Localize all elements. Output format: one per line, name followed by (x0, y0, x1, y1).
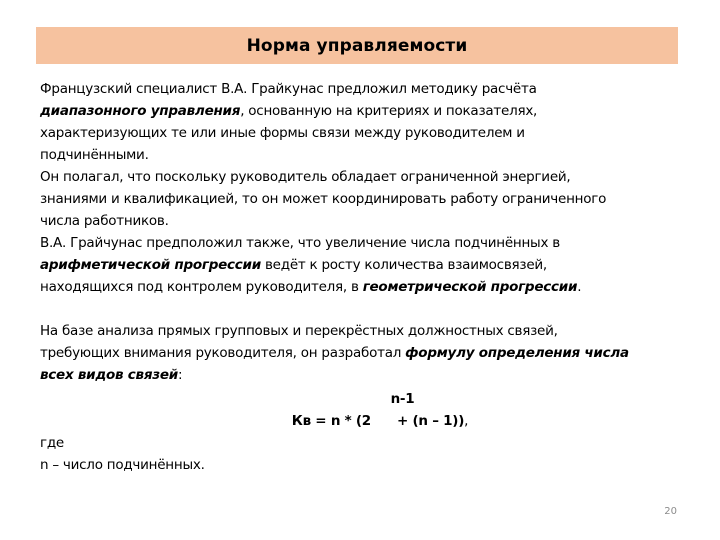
variable-definition: n – число подчинённых. (40, 457, 205, 473)
text-line: Он полагал, что поскольку руководитель обладает ограниченной энергией, (40, 169, 571, 185)
spacer (40, 298, 680, 320)
slide-body (40, 78, 680, 476)
text-line: На базе анализа прямых групповых и перекрёстных должностных связей, (40, 323, 558, 339)
emphasis-all-connections: всех видов связей (40, 367, 178, 383)
text-line: , основанную на критериях и показателях, (240, 103, 538, 119)
page-number: 20 (664, 506, 677, 517)
paragraph-method (40, 78, 680, 166)
text-line: характеризующих те или иные формы связи между руководителем и (40, 125, 525, 141)
formula-exponent: n-1 (390, 391, 415, 407)
paragraph-progression (40, 232, 680, 298)
formula (40, 410, 680, 432)
formula-right: + (n – 1)) (396, 413, 465, 429)
text-line: требующих внимания руководителя, он разработал (40, 345, 406, 361)
formula-left: Кв = n * (2 (291, 413, 371, 429)
text-line: В.А. Грайчунас предположил также, что увеличение числа подчинённых в (40, 235, 560, 251)
text-line: : (177, 367, 183, 383)
text-line: числа работников. (40, 213, 169, 229)
text-line: знаниями и квалификацией, то он может координировать работу ограниченного (40, 191, 607, 207)
emphasis-geometric-progression: геометрической прогрессии (362, 279, 578, 295)
emphasis-range-management: диапазонного управления (40, 103, 241, 119)
title-banner (36, 27, 678, 64)
paragraph-formula-intro (40, 320, 680, 386)
slide-title: Норма управляемости (246, 35, 468, 56)
text-line: подчинёнными. (40, 147, 149, 163)
paragraph-energy (40, 166, 680, 232)
text-line: ведёт к росту количества взаимосвязей, (260, 257, 547, 273)
formula-comma: , (464, 413, 469, 429)
text-line: . (577, 279, 582, 295)
where-label: где (40, 435, 64, 451)
text-line: находящихся под контролем руководителя, в (40, 279, 363, 295)
emphasis-arithmetic-progression: арифметической прогрессии (40, 257, 261, 273)
text-line: Французский специалист В.А. Грайкунас предложил методику расчёта (40, 81, 537, 97)
emphasis-formula: формулу определения числа (405, 345, 629, 361)
